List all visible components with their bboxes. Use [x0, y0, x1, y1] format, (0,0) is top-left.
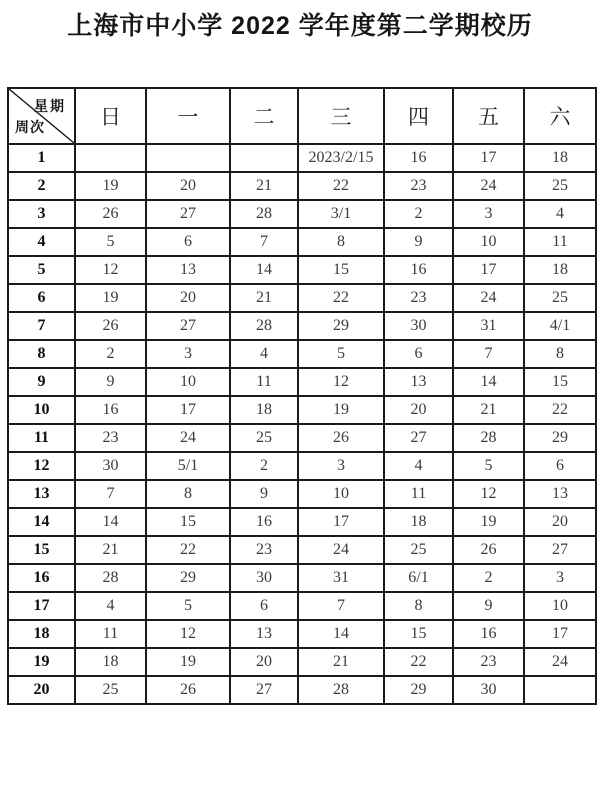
week-row: [8, 592, 596, 620]
week-row: [8, 564, 596, 592]
date-cell: 23: [230, 536, 298, 564]
week-number-cell: 11: [8, 424, 75, 452]
date-cell: 5: [146, 592, 230, 620]
date-cell: 26: [298, 424, 384, 452]
date-cell: 14: [298, 620, 384, 648]
date-cell: 7: [453, 340, 524, 368]
date-cell: 9: [230, 480, 298, 508]
date-cell: 22: [298, 284, 384, 312]
date-cell: 26: [75, 312, 146, 340]
date-cell: 13: [146, 256, 230, 284]
week-number-cell: 16: [8, 564, 75, 592]
date-cell: [230, 144, 298, 172]
date-cell: 25: [75, 676, 146, 704]
date-cell: [146, 144, 230, 172]
date-cell: 29: [298, 312, 384, 340]
date-cell: 31: [453, 312, 524, 340]
week-number-cell: 12: [8, 452, 75, 480]
date-cell: 2: [75, 340, 146, 368]
date-cell: 17: [453, 256, 524, 284]
week-row: [8, 172, 596, 200]
date-cell: 19: [75, 284, 146, 312]
date-cell: 28: [230, 200, 298, 228]
date-cell: 27: [384, 424, 453, 452]
date-cell: 14: [75, 508, 146, 536]
date-cell: 25: [384, 536, 453, 564]
date-cell: 27: [524, 536, 596, 564]
date-cell: 16: [453, 620, 524, 648]
date-cell: 14: [230, 256, 298, 284]
date-cell: 16: [230, 508, 298, 536]
date-cell: 20: [146, 172, 230, 200]
date-cell: 15: [146, 508, 230, 536]
date-cell: 4: [230, 340, 298, 368]
date-cell: 2: [384, 200, 453, 228]
date-cell: 18: [384, 508, 453, 536]
date-cell: 17: [524, 620, 596, 648]
week-number-cell: 4: [8, 228, 75, 256]
date-cell: 26: [146, 676, 230, 704]
date-cell: 15: [298, 256, 384, 284]
date-cell: 20: [146, 284, 230, 312]
date-cell: 12: [146, 620, 230, 648]
date-cell: 15: [384, 620, 453, 648]
week-number-cell: 10: [8, 396, 75, 424]
date-cell: 7: [298, 592, 384, 620]
date-cell: 18: [230, 396, 298, 424]
week-number-cell: 2: [8, 172, 75, 200]
date-cell: 27: [146, 312, 230, 340]
week-number-cell: 6: [8, 284, 75, 312]
date-cell: 4: [384, 452, 453, 480]
week-number-cell: 20: [8, 676, 75, 704]
week-row: [8, 312, 596, 340]
date-cell: 11: [524, 228, 596, 256]
calendar-table: [7, 87, 597, 705]
date-cell: 9: [384, 228, 453, 256]
date-cell: 26: [453, 536, 524, 564]
date-cell: 20: [230, 648, 298, 676]
date-cell: 24: [298, 536, 384, 564]
date-cell: 25: [524, 172, 596, 200]
date-cell: 9: [75, 368, 146, 396]
week-row: [8, 368, 596, 396]
day-header-cell: 五: [453, 88, 524, 144]
date-cell: 22: [146, 536, 230, 564]
date-cell: 8: [384, 592, 453, 620]
week-number-cell: 18: [8, 620, 75, 648]
date-cell: 6: [384, 340, 453, 368]
week-row: [8, 340, 596, 368]
week-row: [8, 536, 596, 564]
date-cell: 12: [453, 480, 524, 508]
week-number-cell: 15: [8, 536, 75, 564]
week-number-cell: 1: [8, 144, 75, 172]
week-row: [8, 396, 596, 424]
date-cell: 26: [75, 200, 146, 228]
week-row: [8, 508, 596, 536]
week-row: [8, 284, 596, 312]
corner-label-weeknum: 周次: [15, 121, 45, 136]
date-cell: 28: [75, 564, 146, 592]
date-cell: 17: [298, 508, 384, 536]
date-cell: 30: [230, 564, 298, 592]
date-cell: 19: [146, 648, 230, 676]
date-cell: 8: [524, 340, 596, 368]
date-cell: 4/1: [524, 312, 596, 340]
date-cell: 21: [75, 536, 146, 564]
corner-label-weekday: 星期: [34, 100, 66, 115]
date-cell: 18: [524, 256, 596, 284]
date-cell: 24: [524, 648, 596, 676]
date-cell: 11: [230, 368, 298, 396]
date-cell: 23: [453, 648, 524, 676]
week-number-cell: 17: [8, 592, 75, 620]
date-cell: 13: [230, 620, 298, 648]
header-row: [8, 88, 596, 144]
week-row: [8, 452, 596, 480]
date-cell: 10: [298, 480, 384, 508]
week-row: [8, 200, 596, 228]
week-row: [8, 648, 596, 676]
date-cell: 4: [524, 200, 596, 228]
date-cell: 15: [524, 368, 596, 396]
date-cell: 12: [75, 256, 146, 284]
date-cell: 6: [230, 592, 298, 620]
date-cell: [75, 144, 146, 172]
date-cell: 14: [453, 368, 524, 396]
date-cell: 17: [453, 144, 524, 172]
date-cell: 20: [524, 508, 596, 536]
week-row: [8, 144, 596, 172]
week-number-cell: 5: [8, 256, 75, 284]
date-cell: 28: [453, 424, 524, 452]
day-header-cell: 一: [146, 88, 230, 144]
week-row: [8, 228, 596, 256]
date-cell: 10: [146, 368, 230, 396]
date-cell: 6: [524, 452, 596, 480]
date-cell: 3/1: [298, 200, 384, 228]
date-cell: 3: [298, 452, 384, 480]
date-cell: 18: [524, 144, 596, 172]
date-cell: 21: [230, 172, 298, 200]
date-cell: 7: [75, 480, 146, 508]
date-cell: 20: [384, 396, 453, 424]
date-cell: 29: [524, 424, 596, 452]
date-cell: 6: [146, 228, 230, 256]
week-number-cell: 9: [8, 368, 75, 396]
date-cell: 25: [524, 284, 596, 312]
day-header-cell: 六: [524, 88, 596, 144]
date-cell: 12: [298, 368, 384, 396]
week-number-cell: 3: [8, 200, 75, 228]
day-header-cell: 四: [384, 88, 453, 144]
date-cell: 24: [453, 172, 524, 200]
page-title: 上海市中小学 2022 学年度第二学期校历: [67, 12, 533, 40]
date-cell: [524, 676, 596, 704]
date-cell: 11: [75, 620, 146, 648]
week-number-cell: 19: [8, 648, 75, 676]
week-row: [8, 424, 596, 452]
date-cell: 4: [75, 592, 146, 620]
date-cell: 29: [146, 564, 230, 592]
date-cell: 13: [524, 480, 596, 508]
date-cell: 17: [146, 396, 230, 424]
date-cell: 22: [298, 172, 384, 200]
date-cell: 18: [75, 648, 146, 676]
date-cell: 2023/2/15: [298, 144, 384, 172]
date-cell: 24: [146, 424, 230, 452]
date-cell: 7: [230, 228, 298, 256]
week-row: [8, 676, 596, 704]
date-cell: 16: [75, 396, 146, 424]
date-cell: 31: [298, 564, 384, 592]
date-cell: 21: [298, 648, 384, 676]
date-cell: 28: [230, 312, 298, 340]
date-cell: 16: [384, 256, 453, 284]
week-number-cell: 13: [8, 480, 75, 508]
date-cell: 3: [453, 200, 524, 228]
date-cell: 22: [384, 648, 453, 676]
date-cell: 13: [384, 368, 453, 396]
date-cell: 19: [453, 508, 524, 536]
date-cell: 29: [384, 676, 453, 704]
date-cell: 11: [384, 480, 453, 508]
date-cell: 19: [298, 396, 384, 424]
date-cell: 10: [524, 592, 596, 620]
corner-cell: [8, 88, 75, 144]
date-cell: 27: [146, 200, 230, 228]
date-cell: 23: [75, 424, 146, 452]
date-cell: 30: [384, 312, 453, 340]
date-cell: 9: [453, 592, 524, 620]
date-cell: 23: [384, 172, 453, 200]
date-cell: 3: [524, 564, 596, 592]
date-cell: 2: [453, 564, 524, 592]
date-cell: 5: [75, 228, 146, 256]
date-cell: 24: [453, 284, 524, 312]
day-header-cell: 日: [75, 88, 146, 144]
day-header-cell: 二: [230, 88, 298, 144]
date-cell: 19: [75, 172, 146, 200]
calendar-page: [0, 9, 600, 705]
date-cell: 30: [453, 676, 524, 704]
date-cell: 21: [230, 284, 298, 312]
week-number-cell: 8: [8, 340, 75, 368]
date-cell: 5: [298, 340, 384, 368]
date-cell: 5: [453, 452, 524, 480]
date-cell: 22: [524, 396, 596, 424]
date-cell: 8: [146, 480, 230, 508]
week-number-cell: 7: [8, 312, 75, 340]
date-cell: 23: [384, 284, 453, 312]
date-cell: 28: [298, 676, 384, 704]
date-cell: 21: [453, 396, 524, 424]
date-cell: 8: [298, 228, 384, 256]
week-row: [8, 620, 596, 648]
week-row: [8, 256, 596, 284]
date-cell: 10: [453, 228, 524, 256]
date-cell: 16: [384, 144, 453, 172]
date-cell: 30: [75, 452, 146, 480]
week-row: [8, 480, 596, 508]
week-number-cell: 14: [8, 508, 75, 536]
date-cell: 2: [230, 452, 298, 480]
date-cell: 25: [230, 424, 298, 452]
date-cell: 6/1: [384, 564, 453, 592]
date-cell: 3: [146, 340, 230, 368]
date-cell: 27: [230, 676, 298, 704]
day-header-cell: 三: [298, 88, 384, 144]
date-cell: 5/1: [146, 452, 230, 480]
